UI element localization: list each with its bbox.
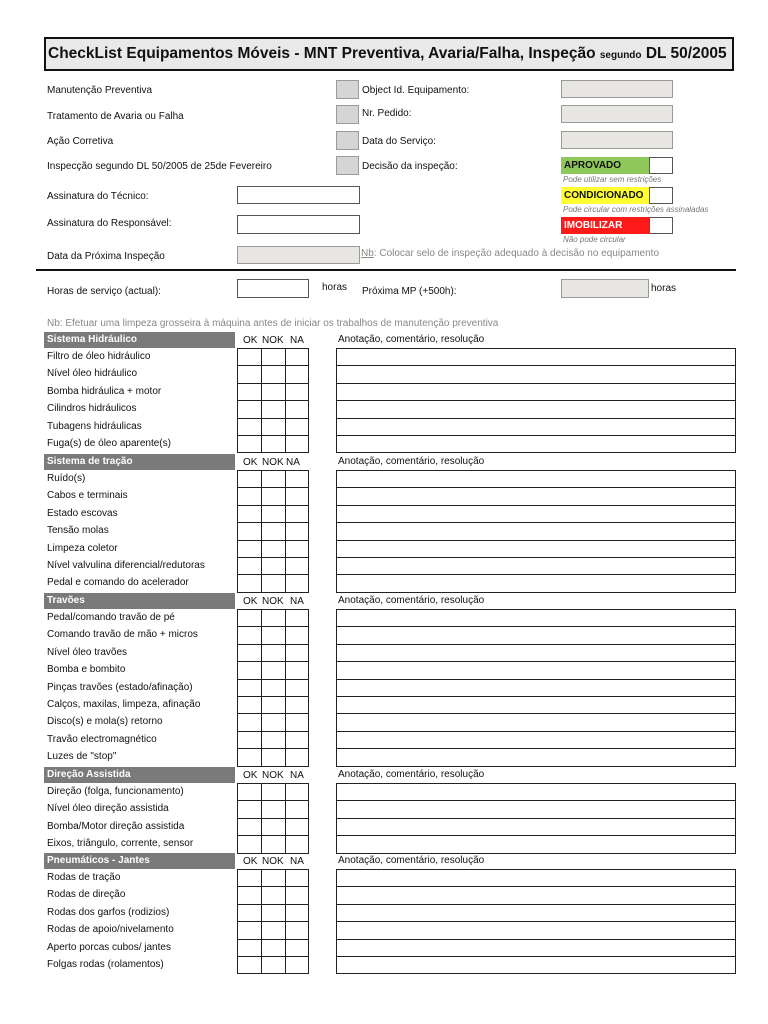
cell-nok[interactable] xyxy=(261,783,286,801)
cell-ok[interactable] xyxy=(237,418,262,436)
cell-na[interactable] xyxy=(285,626,309,644)
cell-ok[interactable] xyxy=(237,869,262,887)
col-ok: OK xyxy=(243,770,258,781)
cell-na[interactable] xyxy=(285,713,309,731)
col-na: NA xyxy=(286,457,300,468)
object-id-label: Object Id. Equipamento: xyxy=(362,85,470,96)
col-nok: NOK xyxy=(262,770,284,781)
cell-nok[interactable] xyxy=(261,609,286,627)
cell-na[interactable] xyxy=(285,644,309,662)
cell-ok[interactable] xyxy=(237,835,262,853)
service-type-corretiva: Ação Corretiva xyxy=(47,136,114,147)
checklist-item-label: Bomba hidráulica + motor xyxy=(47,385,162,397)
section-header: Sistema Hidráulico xyxy=(44,332,235,348)
data-servico-field[interactable] xyxy=(561,131,673,149)
checkbox-avaria[interactable] xyxy=(336,105,359,124)
cell-ok[interactable] xyxy=(237,348,262,366)
annotation-field[interactable] xyxy=(336,470,736,488)
annotation-field[interactable] xyxy=(336,348,736,366)
cell-na[interactable] xyxy=(285,818,309,836)
nb-text: : Colocar selo de inspeção adequado à decisão no equipamento xyxy=(373,248,660,259)
assinatura-tecnico-field[interactable] xyxy=(237,186,360,204)
proxima-mp-unit: horas xyxy=(651,283,677,294)
checkbox-preventiva[interactable] xyxy=(336,80,359,99)
cell-nok[interactable] xyxy=(261,400,286,418)
cell-nok[interactable] xyxy=(261,921,286,939)
col-nok: NOK xyxy=(262,335,284,346)
annotation-field[interactable] xyxy=(336,383,736,401)
cell-nok[interactable] xyxy=(261,835,286,853)
title-main: CheckList Equipamentos Móveis - MNT Preventiva, Avaria/Falha, Inspeção xyxy=(48,45,596,62)
title-end: DL 50/2005 xyxy=(645,45,727,62)
cell-nok[interactable] xyxy=(261,348,286,366)
cell-na[interactable] xyxy=(285,679,309,697)
cell-nok[interactable] xyxy=(261,661,286,679)
checklist-item-label: Bomba e bombito xyxy=(47,664,126,676)
cell-na[interactable] xyxy=(285,748,309,766)
cell-nok[interactable] xyxy=(261,574,286,592)
annotation-field[interactable] xyxy=(336,921,736,939)
decisao-label: Decisão da inspeção: xyxy=(362,161,458,172)
nr-pedido-label: Nr. Pedido: xyxy=(362,108,412,119)
checklist-item-label: Nível óleo direção assistida xyxy=(47,803,169,815)
annotation-field[interactable] xyxy=(336,400,736,418)
col-ok: OK xyxy=(243,335,258,346)
annotation-field[interactable] xyxy=(336,869,736,887)
cell-na[interactable] xyxy=(285,609,309,627)
col-na: NA xyxy=(290,596,304,607)
checklist-item-label: Limpeza coletor xyxy=(47,542,118,554)
cell-na[interactable] xyxy=(285,418,309,436)
annotation-field[interactable] xyxy=(336,818,736,836)
section-header: Sistema de tração xyxy=(44,454,235,470)
cell-ok[interactable] xyxy=(237,400,262,418)
checklist-item-label: Luzes de "stop" xyxy=(47,751,117,763)
cell-ok[interactable] xyxy=(237,487,262,505)
assinatura-tecnico-label: Assinatura do Técnico: xyxy=(47,191,149,202)
proxima-mp-label: Próxima MP (+500h): xyxy=(362,286,457,297)
col-notes: Anotação, comentário, resolução xyxy=(338,595,485,606)
cell-nok[interactable] xyxy=(261,713,286,731)
horas-servico-field[interactable] xyxy=(237,279,309,298)
cell-ok[interactable] xyxy=(237,939,262,957)
cell-nok[interactable] xyxy=(261,800,286,818)
status-aprovado-check[interactable] xyxy=(649,157,673,174)
col-na: NA xyxy=(290,770,304,781)
cell-ok[interactable] xyxy=(237,609,262,627)
status-aprovado-label: APROVADO xyxy=(564,160,622,171)
annotation-field[interactable] xyxy=(336,418,736,436)
col-nok: NOK xyxy=(262,856,284,867)
checklist-item-label: Eixos, triângulo, corrente, sensor xyxy=(47,838,194,850)
checklist-item-label: Direção (folga, funcionamento) xyxy=(47,786,184,797)
data-servico-label: Data do Serviço: xyxy=(362,136,436,147)
cell-nok[interactable] xyxy=(261,383,286,401)
annotation-field[interactable] xyxy=(336,626,736,644)
cell-na[interactable] xyxy=(285,956,309,974)
annotation-field[interactable] xyxy=(336,661,736,679)
object-id-field[interactable] xyxy=(561,80,673,98)
cell-na[interactable] xyxy=(285,886,309,904)
checklist-item-label: Filtro de óleo hidráulico xyxy=(47,351,151,362)
cell-na[interactable] xyxy=(285,487,309,505)
cell-na[interactable] xyxy=(285,921,309,939)
horas-unit: horas xyxy=(322,282,348,293)
assinatura-responsavel-label: Assinatura do Responsável: xyxy=(47,218,172,229)
cell-ok[interactable] xyxy=(237,644,262,662)
cell-na[interactable] xyxy=(285,470,309,488)
cell-ok[interactable] xyxy=(237,679,262,697)
col-ok: OK xyxy=(243,457,258,468)
cell-nok[interactable] xyxy=(261,731,286,749)
cell-ok[interactable] xyxy=(237,731,262,749)
title-small: segundo xyxy=(599,50,642,61)
cell-nok[interactable] xyxy=(261,748,286,766)
status-condicionado xyxy=(561,187,649,204)
checklist-item-label: Folgas rodas (rolamentos) xyxy=(47,959,164,970)
checklist-item-label: Rodas dos garfos (rodizios) xyxy=(47,906,170,918)
proxima-inspecao-field[interactable] xyxy=(237,246,360,264)
col-notes: Anotação, comentário, resolução xyxy=(338,334,485,345)
cell-ok[interactable] xyxy=(237,365,262,383)
cell-ok[interactable] xyxy=(237,470,262,488)
checklist-item-label: Pedal/comando travão de pé xyxy=(47,612,175,623)
annotation-field[interactable] xyxy=(336,800,736,818)
col-notes: Anotação, comentário, resolução xyxy=(338,769,485,780)
limpeza-note: Nb: Efetuar uma limpeza grosseira à máquina antes de iniciar os trabalhos de manutenção preventiva xyxy=(47,318,499,329)
cell-ok[interactable] xyxy=(237,574,262,592)
nb-label: Nb xyxy=(361,248,374,259)
status-imobilizar-check[interactable] xyxy=(649,217,673,234)
nr-pedido-field[interactable] xyxy=(561,105,673,123)
cell-ok[interactable] xyxy=(237,435,262,453)
annotation-field[interactable] xyxy=(336,540,736,558)
checklist-item-label: Nível óleo travões xyxy=(47,646,128,658)
status-imobilizar-note: Não pode circular xyxy=(563,235,626,244)
col-na: NA xyxy=(290,856,304,867)
annotation-field[interactable] xyxy=(336,505,736,523)
annotation-field[interactable] xyxy=(336,557,736,575)
cell-na[interactable] xyxy=(285,696,309,714)
cell-ok[interactable] xyxy=(237,783,262,801)
status-condicionado-label: CONDICIONADO xyxy=(564,190,644,201)
annotation-field[interactable] xyxy=(336,748,736,766)
checklist-item-label: Nível valvulina diferencial/redutoras xyxy=(47,560,205,571)
checklist-item-label: Travão electromagnético xyxy=(47,733,157,745)
cell-na[interactable] xyxy=(285,904,309,922)
checklist-item-label: Fuga(s) de óleo aparente(s) xyxy=(47,438,171,449)
assinatura-responsavel-field[interactable] xyxy=(237,215,360,234)
cell-nok[interactable] xyxy=(261,644,286,662)
cell-na[interactable] xyxy=(285,365,309,383)
col-nok: NOK xyxy=(262,457,284,468)
cell-nok[interactable] xyxy=(261,956,286,974)
checkbox-corretiva[interactable] xyxy=(336,131,359,150)
cell-na[interactable] xyxy=(285,383,309,401)
cell-na[interactable] xyxy=(285,835,309,853)
col-nok: NOK xyxy=(262,596,284,607)
annotation-field[interactable] xyxy=(336,574,736,592)
annotation-field[interactable] xyxy=(336,487,736,505)
col-notes: Anotação, comentário, resolução xyxy=(338,456,485,467)
cell-nok[interactable] xyxy=(261,939,286,957)
cell-na[interactable] xyxy=(285,661,309,679)
cell-na[interactable] xyxy=(285,540,309,558)
annotation-field[interactable] xyxy=(336,939,736,957)
proxima-inspecao-label: Data da Próxima Inspeção xyxy=(47,251,165,262)
checklist-item-label: Rodas de apoio/nivelamento xyxy=(47,924,174,936)
status-aprovado xyxy=(561,157,649,174)
cell-ok[interactable] xyxy=(237,522,262,540)
col-ok: OK xyxy=(243,596,258,607)
annotation-field[interactable] xyxy=(336,731,736,749)
checklist-item-label: Estado escovas xyxy=(47,507,118,519)
cell-na[interactable] xyxy=(285,574,309,592)
cell-nok[interactable] xyxy=(261,679,286,697)
horas-servico-label: Horas de serviço (actual): xyxy=(47,286,161,297)
proxima-mp-field[interactable] xyxy=(561,279,649,298)
service-type-avaria: Tratamento de Avaria ou Falha xyxy=(47,111,184,122)
cell-nok[interactable] xyxy=(261,818,286,836)
col-na: NA xyxy=(290,335,304,346)
checklist-item-label: Pinças travões (estado/afinação) xyxy=(47,681,193,693)
service-type-preventiva: Manutenção Preventiva xyxy=(47,85,153,96)
checklist-item-label: Rodas de tração xyxy=(47,872,121,883)
cell-nok[interactable] xyxy=(261,418,286,436)
checklist-item-label: Aperto porcas cubos/ jantes xyxy=(47,941,171,953)
cell-na[interactable] xyxy=(285,435,309,453)
checklist-item-label: Rodas de direção xyxy=(47,889,126,901)
annotation-field[interactable] xyxy=(336,435,736,453)
annotation-field[interactable] xyxy=(336,713,736,731)
annotation-field[interactable] xyxy=(336,644,736,662)
cell-na[interactable] xyxy=(285,348,309,366)
cell-ok[interactable] xyxy=(237,696,262,714)
cell-na[interactable] xyxy=(285,800,309,818)
section-header: Pneumáticos - Jantes xyxy=(44,853,235,869)
annotation-field[interactable] xyxy=(336,522,736,540)
cell-nok[interactable] xyxy=(261,522,286,540)
checklist-item-label: Tensão molas xyxy=(47,525,109,537)
status-condicionado-check[interactable] xyxy=(649,187,673,204)
cell-nok[interactable] xyxy=(261,696,286,714)
annotation-field[interactable] xyxy=(336,904,736,922)
divider xyxy=(36,269,736,271)
cell-nok[interactable] xyxy=(261,540,286,558)
annotation-field[interactable] xyxy=(336,956,736,974)
service-type-inspeccao: Inspecção segundo DL 50/2005 de 25de Fevereiro xyxy=(47,161,272,172)
cell-nok[interactable] xyxy=(261,487,286,505)
status-imobilizar-label: IMOBILIZAR xyxy=(564,220,623,231)
cell-nok[interactable] xyxy=(261,505,286,523)
cell-ok[interactable] xyxy=(237,818,262,836)
cell-ok[interactable] xyxy=(237,904,262,922)
col-notes: Anotação, comentário, resolução xyxy=(338,855,485,866)
nb-selo-note xyxy=(361,248,659,259)
annotation-field[interactable] xyxy=(336,609,736,627)
cell-nok[interactable] xyxy=(261,557,286,575)
cell-nok[interactable] xyxy=(261,886,286,904)
cell-na[interactable] xyxy=(285,400,309,418)
checklist-item-label: Cilindros hidráulicos xyxy=(47,403,137,415)
cell-na[interactable] xyxy=(285,731,309,749)
cell-ok[interactable] xyxy=(237,800,262,818)
section-header: Travões xyxy=(44,593,235,609)
cell-nok[interactable] xyxy=(261,435,286,453)
annotation-field[interactable] xyxy=(336,835,736,853)
annotation-field[interactable] xyxy=(336,365,736,383)
cell-ok[interactable] xyxy=(237,921,262,939)
cell-ok[interactable] xyxy=(237,713,262,731)
cell-ok[interactable] xyxy=(237,383,262,401)
annotation-field[interactable] xyxy=(336,696,736,714)
cell-nok[interactable] xyxy=(261,365,286,383)
annotation-field[interactable] xyxy=(336,679,736,697)
cell-ok[interactable] xyxy=(237,557,262,575)
checklist-item-label: Nível óleo hidráulico xyxy=(47,368,138,380)
annotation-field[interactable] xyxy=(336,886,736,904)
cell-ok[interactable] xyxy=(237,886,262,904)
cell-nok[interactable] xyxy=(261,904,286,922)
checklist-item-label: Ruído(s) xyxy=(47,473,86,484)
checklist-item-label: Tubagens hidráulicas xyxy=(47,420,142,432)
cell-na[interactable] xyxy=(285,557,309,575)
cell-ok[interactable] xyxy=(237,540,262,558)
cell-ok[interactable] xyxy=(237,748,262,766)
cell-na[interactable] xyxy=(285,505,309,523)
cell-ok[interactable] xyxy=(237,661,262,679)
cell-na[interactable] xyxy=(285,869,309,887)
status-aprovado-note: Pode utilizar sem restrições xyxy=(563,175,662,184)
status-imobilizar xyxy=(561,217,649,234)
cell-nok[interactable] xyxy=(261,626,286,644)
checklist-item-label: Disco(s) e mola(s) retorno xyxy=(47,716,163,728)
cell-na[interactable] xyxy=(285,939,309,957)
cell-ok[interactable] xyxy=(237,956,262,974)
col-ok: OK xyxy=(243,856,258,867)
checkbox-inspeccao[interactable] xyxy=(336,156,359,175)
cell-nok[interactable] xyxy=(261,869,286,887)
cell-ok[interactable] xyxy=(237,505,262,523)
checklist-item-label: Cabos e terminais xyxy=(47,490,128,502)
page-title xyxy=(44,37,734,71)
section-header: Direção Assistida xyxy=(44,767,235,783)
cell-na[interactable] xyxy=(285,783,309,801)
annotation-field[interactable] xyxy=(336,783,736,801)
checklist-item-label: Pedal e comando do acelerador xyxy=(47,577,189,589)
checklist-item-label: Calços, maxilas, limpeza, afinação xyxy=(47,699,201,710)
cell-na[interactable] xyxy=(285,522,309,540)
checklist-item-label: Comando travão de mão + micros xyxy=(47,629,198,641)
status-condicionado-note: Pode circular com restrições assinaladas xyxy=(563,205,709,214)
cell-nok[interactable] xyxy=(261,470,286,488)
checklist-item-label: Bomba/Motor direção assistida xyxy=(47,820,185,832)
cell-ok[interactable] xyxy=(237,626,262,644)
